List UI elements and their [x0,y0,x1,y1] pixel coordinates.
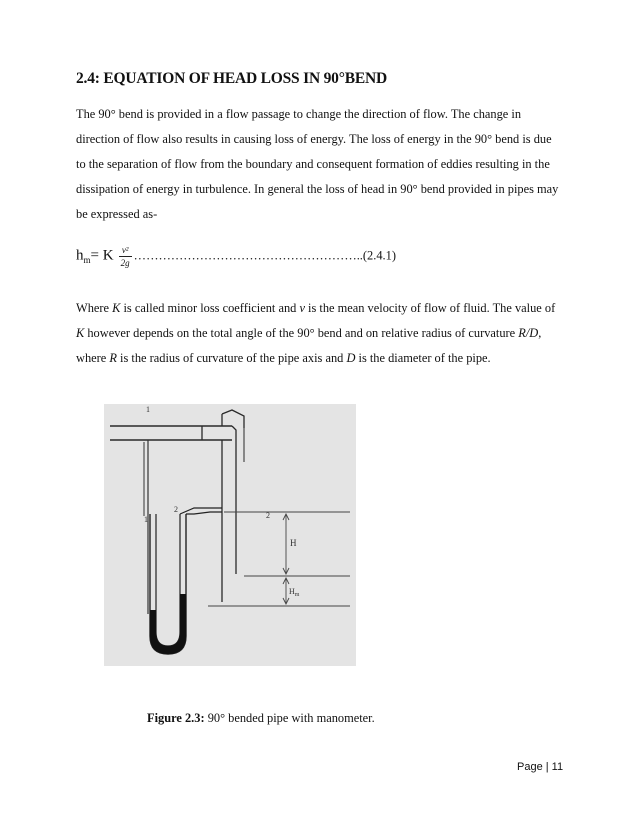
figure-caption [147,711,375,726]
paragraph-line: where R is the radius of curvature of the pipe axis and D is the diameter of the pipe. [76,351,491,365]
paragraph-line: direction of flow also results in causing loss of energy. The loss of energy in the 90° bend is due [76,132,552,146]
label-Hm: $H_m$ [289,587,300,598]
equation-fraction [119,244,132,269]
page-number: Page | 11 [517,761,564,773]
equation-equals-k: = K [90,247,114,264]
bend-manometer-figure [104,404,356,666]
paragraph-line: Where K is called minor loss coefficient and v is the mean velocity of flow of fluid. The value of [76,301,556,315]
equation-lhs-subscript: m [83,254,91,265]
equation-2-4-1 [76,244,396,269]
caption-text: 90° bended pipe with manometer. [204,711,375,725]
bend-manometer-diagram [104,404,356,666]
equation-number: (2.4.1) [362,248,396,263]
section-heading: 2.4: EQUATION OF HEAD LOSS IN 90°BEND [76,70,387,87]
paragraph-line: to the separation of flow from the boundary and consequent formation of eddies resulting in the [76,157,550,171]
paragraph-line: K however depends on the total angle of the 90° bend and on relative radius of curvature R/D, [76,326,542,340]
paragraph-line: be expressed as- [76,207,158,221]
label-1-bottom: 1 [144,515,148,524]
fraction-denominator: 2g [120,258,130,268]
paragraph-line: The 90° bend is provided in a flow passage to change the direction of flow. The change in [76,107,522,121]
paragraph-explanation [76,296,555,371]
label-H: H [290,538,297,548]
equation-leader-dots: ……………………………………………….. [133,248,363,263]
equation-lhs: h [76,247,84,264]
label-1-top: 1 [146,405,150,414]
paragraph-intro [76,102,558,227]
label-2-right: 2 [266,511,270,520]
fraction-numerator: v² [119,244,132,257]
label-2-left: 2 [174,505,178,514]
paragraph-line: dissipation of energy in turbulence. In general the loss of head in 90° bend provided in pipes may [76,182,559,196]
caption-label: Figure 2.3: [147,711,205,725]
